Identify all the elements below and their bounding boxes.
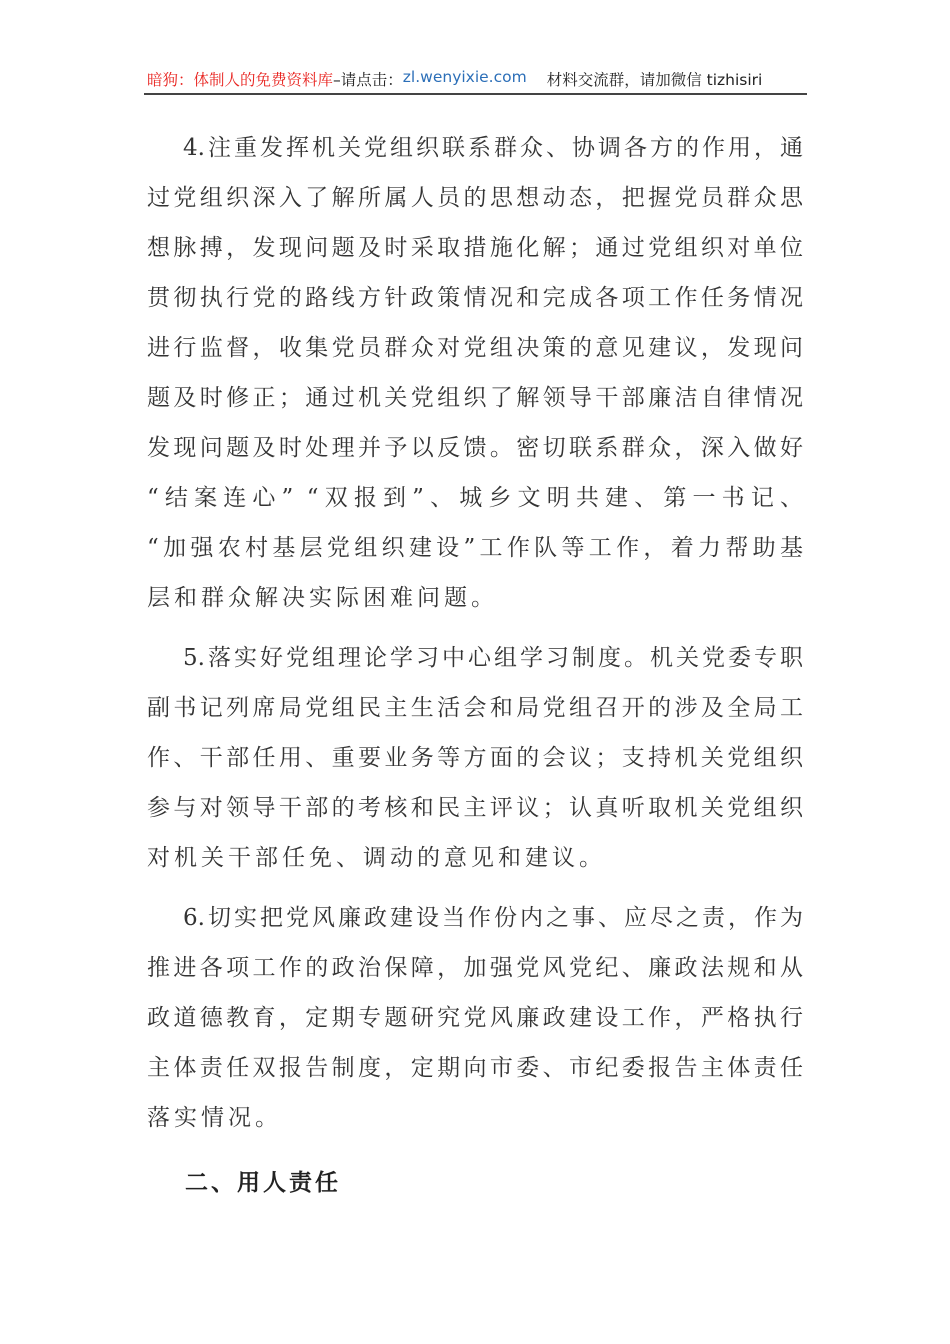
paragraph-line: 想脉搏，发现问题及时采取措施化解；通过党组织对单位 xyxy=(147,235,803,261)
paragraph-line: 作、干部任用、重要业务等方面的会议；支持机关党组织 xyxy=(147,745,803,771)
header-rule xyxy=(144,93,807,95)
paragraph-line: 5.落实好党组理论学习中心组学习制度。机关党委专职 xyxy=(183,645,803,671)
paragraph-line: 推进各项工作的政治保障，加强党风党纪、廉政法规和从 xyxy=(147,955,803,981)
header-link[interactable]: zl.wenyixie.com xyxy=(402,68,527,86)
paragraph-line: 副书记列席局党组民主生活会和局党组召开的涉及全局工 xyxy=(147,695,803,721)
paragraph-line: 对机关干部任免、调动的意见和建议。 xyxy=(147,845,606,871)
paragraph-line: 参与对领导干部的考核和民主评议；认真听取机关党组织 xyxy=(147,795,803,821)
paragraph-line: 落实情况。 xyxy=(147,1105,282,1131)
header-prompt: –请点击： xyxy=(333,71,403,89)
paragraph-line: 进行监督，收集党员群众对党组决策的意见建议，发现问 xyxy=(147,335,803,361)
paragraph-line: 题及时修正；通过机关党组织了解领导干部廉洁自律情况 xyxy=(147,385,803,411)
paragraph-line: 6.切实把党风廉政建设当作份内之事、应尽之责，作为 xyxy=(183,905,803,931)
paragraph-line: 层和群众解决实际困难问题。 xyxy=(147,585,498,611)
header-title: 暗狗：体制人的免费资料库 xyxy=(147,71,334,89)
paragraph-line: 贯彻执行党的路线方针政策情况和完成各项工作任务情况 xyxy=(147,285,803,311)
paragraph-line: 过党组织深入了解所属人员的思想动态，把握党员群众思 xyxy=(147,185,803,211)
paragraph-line: “结案连心” “双报到”、城乡文明共建、第一书记、 xyxy=(147,485,803,511)
paragraph-line: “加强农村基层党组织建设”工作队等工作，着力帮助基 xyxy=(147,535,803,561)
page-header xyxy=(147,68,805,90)
paragraph-line: 政道德教育，定期专题研究党风廉政建设工作，严格执行 xyxy=(147,1005,803,1031)
section-heading: 二、用人责任 xyxy=(185,1169,341,1196)
paragraph-line: 发现问题及时处理并予以反馈。密切联系群众，深入做好 xyxy=(147,435,803,461)
header-contact: 材料交流群，请加微信 tizhisiri xyxy=(546,71,763,89)
paragraph-line: 主体责任双报告制度，定期向市委、市纪委报告主体责任 xyxy=(147,1055,803,1081)
paragraph-line: 4.注重发挥机关党组织联系群众、协调各方的作用，通 xyxy=(183,135,803,161)
